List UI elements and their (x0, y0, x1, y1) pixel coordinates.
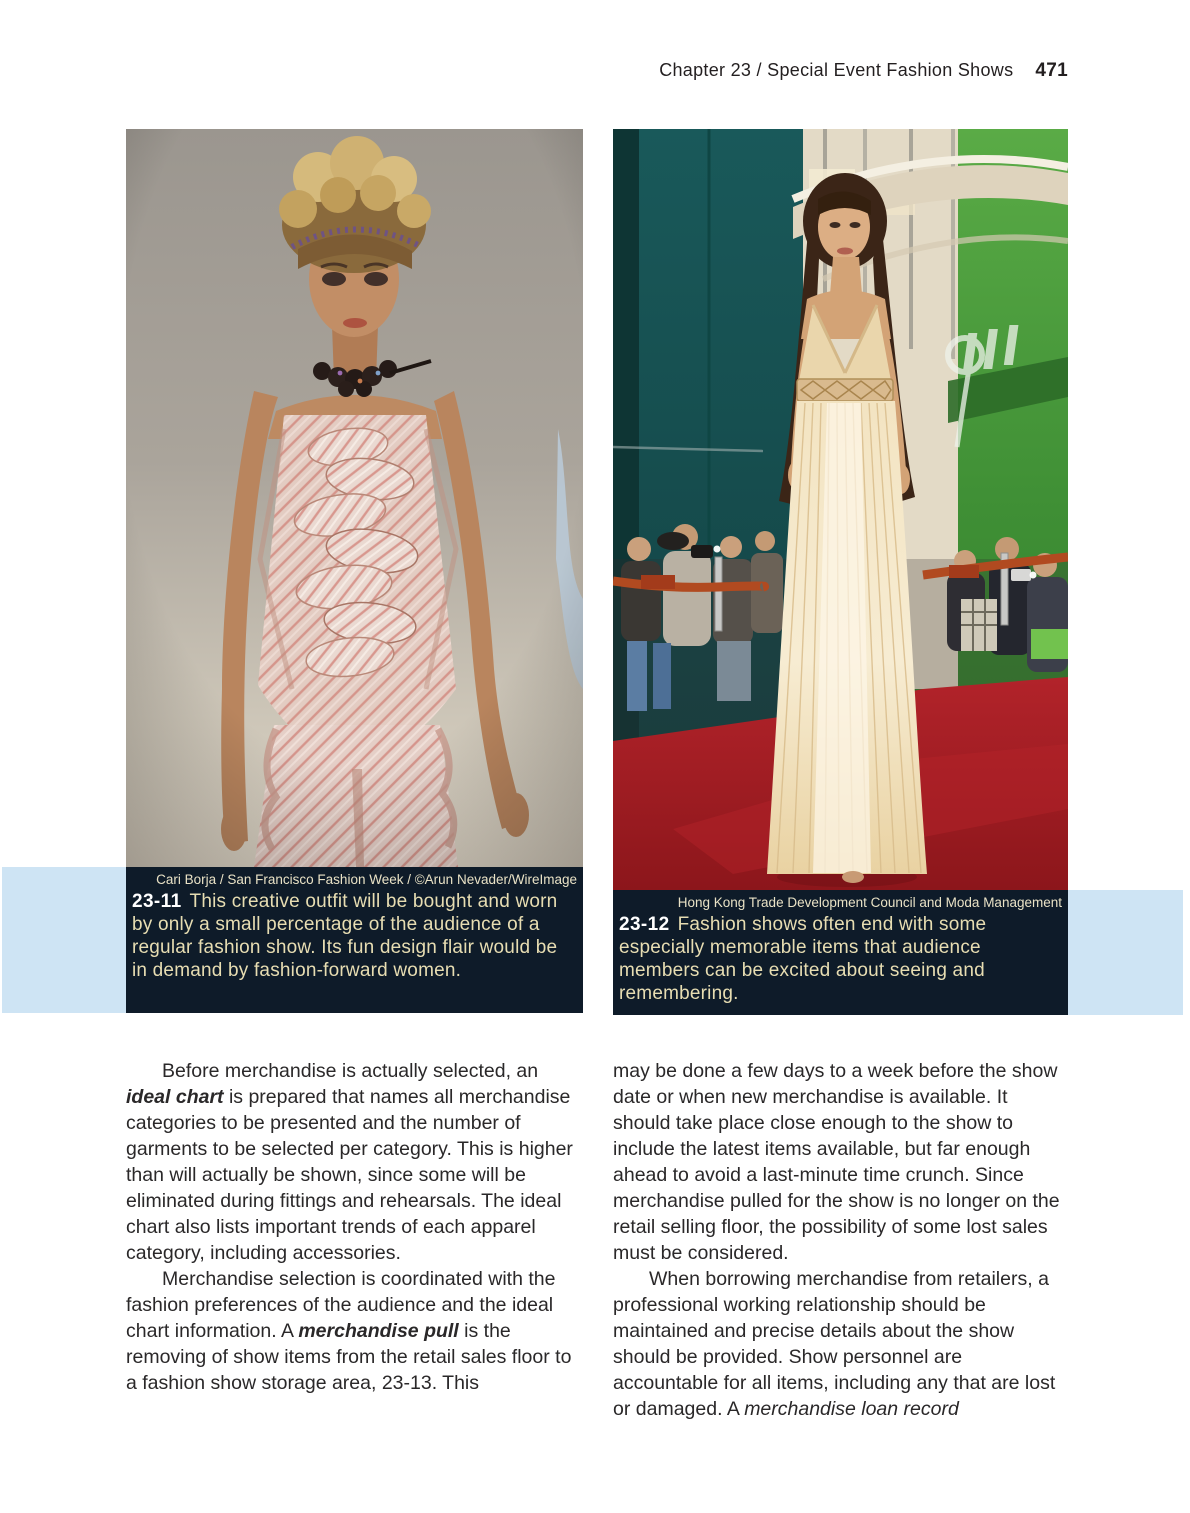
figure-23-11 (126, 129, 583, 1013)
fig-23-12-caption-box (613, 890, 1068, 1015)
figure-caption-text: This creative outfit will be bought and worn by only a small percentage of the audience of a regular fashion show. Its fun design flair would be in demand by fashion-forward women. (132, 891, 558, 981)
paragraph-text: Before merchandise is actually selected, an (162, 1060, 539, 1082)
photo-credit: Hong Kong Trade Development Council and Moda Management (677, 895, 1062, 910)
photo-illustration-right (613, 129, 1068, 890)
paragraph-text: may be done a few days to a week before the show date or when new merchandise is available. It should take place close enough to the show to include the latest items available, but far enough ahead to avoid a last-minute time crunch. Since merchandise pulled for the show is no longer on the retail selling floor, the possibility of some lost sales must be considered. (613, 1060, 1060, 1264)
paragraph-text: When borrowing merchandise from retailers, a professional working relationship should be maintained and precise details about the show should be provided. Show personnel are accountable for all items, including any that are lost or damaged. A (613, 1268, 1056, 1420)
figure-23-12 (613, 129, 1068, 1015)
runway-photo-evening-gown (613, 129, 1068, 890)
key-term-ideal-chart: ideal chart (126, 1086, 224, 1108)
runway-photo-ruffled-outfit (126, 129, 583, 867)
paragraph-text: is prepared that names all merchandise categories to be presented and the number of garments to be selected per category. This is higher than will actually be shown, since some will be eliminated during fittings and rehearsals. The ideal chart also lists important trends of each apparel category, including accessories. (126, 1086, 573, 1264)
key-term-merchandise-pull: merchandise pull (298, 1320, 459, 1342)
decorative-band-left (2, 867, 126, 1013)
figure-number: 23-12 (619, 914, 670, 935)
paragraph-text: is the removing of show items from the retail sales floor to a fashion show storage area, 23-13. This (126, 1320, 572, 1394)
photo-illustration-left (126, 129, 583, 867)
paragraph (613, 1266, 1070, 1422)
body-column-left (126, 1058, 583, 1396)
photo-credit: Cari Borja / San Francisco Fashion Week / ©Arun Nevader/WireImage (156, 872, 577, 887)
running-head (126, 60, 1068, 82)
chapter-title: Chapter 23 / Special Event Fashion Shows (659, 60, 1014, 80)
body-column-right (613, 1058, 1070, 1422)
figure-caption (619, 913, 1062, 1005)
paragraph-text: Merchandise selection is coordinated with the fashion preferences of the audience and the ideal chart information. A (126, 1268, 556, 1342)
paragraph (126, 1058, 583, 1266)
figure-caption (132, 890, 577, 982)
paragraph (126, 1266, 583, 1396)
figure-caption-text: Fashion shows often end with some especially memorable items that audience members can be excited about seeing and remembering. (619, 914, 987, 1004)
fig-23-11-caption-box (126, 867, 583, 1013)
key-term-merchandise-loan-record: merchandise loan record (744, 1398, 959, 1420)
paragraph (613, 1058, 1070, 1266)
page-number: 471 (1035, 60, 1068, 81)
decorative-band-right (1068, 890, 1183, 1015)
figure-number: 23-11 (132, 891, 182, 912)
